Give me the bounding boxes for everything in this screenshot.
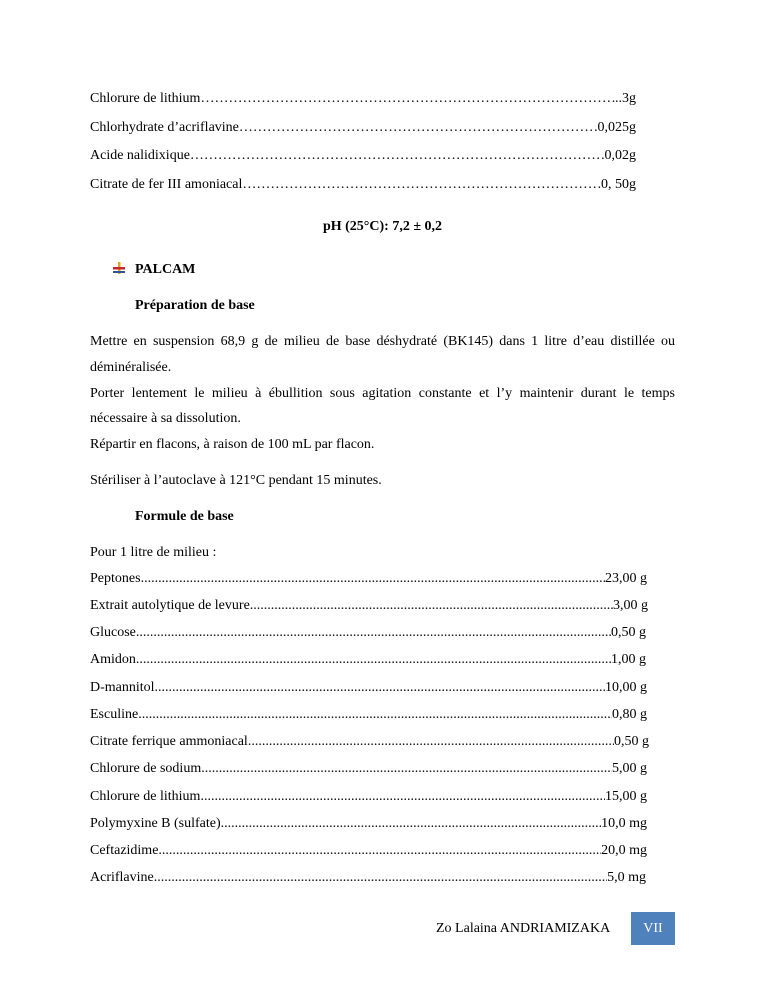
formula-item: Acriflavine ..... 5,0 mg xyxy=(90,869,646,887)
paragraph-line: Porter lentement le milieu à ébullition sous agitation constante et l’y maintenir durant le temps xyxy=(90,386,675,401)
formula-heading: Formule de base xyxy=(135,509,234,524)
formula-intro: Pour 1 litre de milieu : xyxy=(90,545,217,560)
formula-item: Glucose ..... 0,50 g xyxy=(90,624,646,642)
list-item: Acide nalidixique …………………………………………………………………………………………………………………………………………… 0,02g xyxy=(90,147,636,165)
section-title: PALCAM xyxy=(135,262,196,277)
paragraph-line: Stériliser à l’autoclave à 121°C pendant 15 minutes. xyxy=(90,473,382,488)
list-item: Citrate de fer III amoniacal …………………………………………………………………………………………………………………………………………… 0, 50g xyxy=(90,176,636,194)
formula-item: Chlorure de lithium ..... 15,00 g xyxy=(90,788,647,806)
bullet-cross-icon xyxy=(112,261,126,275)
formula-item: D-mannitol ..... 10,00 g xyxy=(90,679,647,697)
list-item: Chlorure de lithium …………………………………………………………………………………………………………………………………………… ..3g xyxy=(90,90,636,108)
footer-author: Zo Lalaina ANDRIAMIZAKA xyxy=(436,921,611,936)
ph-line: pH (25°C): 7,2 ± 0,2 xyxy=(322,219,443,234)
formula-item: Citrate ferrique ammoniacal ..... 0,50 g xyxy=(90,733,649,751)
paragraph-line: nécessaire à sa dissolution. xyxy=(90,411,241,426)
formula-item: Chlorure de sodium ..... 5,00 g xyxy=(90,760,647,778)
formula-item: Esculine ..... 0,80 g xyxy=(90,706,647,724)
paragraph-line: Mettre en suspension 68,9 g de milieu de base déshydraté (BK145) dans 1 litre d’eau distillée ou xyxy=(90,334,675,349)
prep-heading: Préparation de base xyxy=(135,298,255,313)
paragraph-line: déminéralisée. xyxy=(90,360,172,375)
formula-item: Amidon ..... 1,00 g xyxy=(90,651,646,669)
list-item: Chlorhydrate d’acriflavine …………………………………………………………………………………………………………………………………………… 0,025g xyxy=(90,119,636,137)
formula-item: Peptones ..... 23,00 g xyxy=(90,570,647,588)
formula-item: Extrait autolytique de levure ..... 3,00 g xyxy=(90,597,648,615)
paragraph-line: Répartir en flacons, à raison de 100 mL par flacon. xyxy=(90,437,375,452)
formula-item: Polymyxine B (sulfate) ..... 10,0 mg xyxy=(90,815,647,833)
formula-item: Ceftazidime ..... 20,0 mg xyxy=(90,842,647,860)
page-number-badge: VII xyxy=(631,912,675,945)
